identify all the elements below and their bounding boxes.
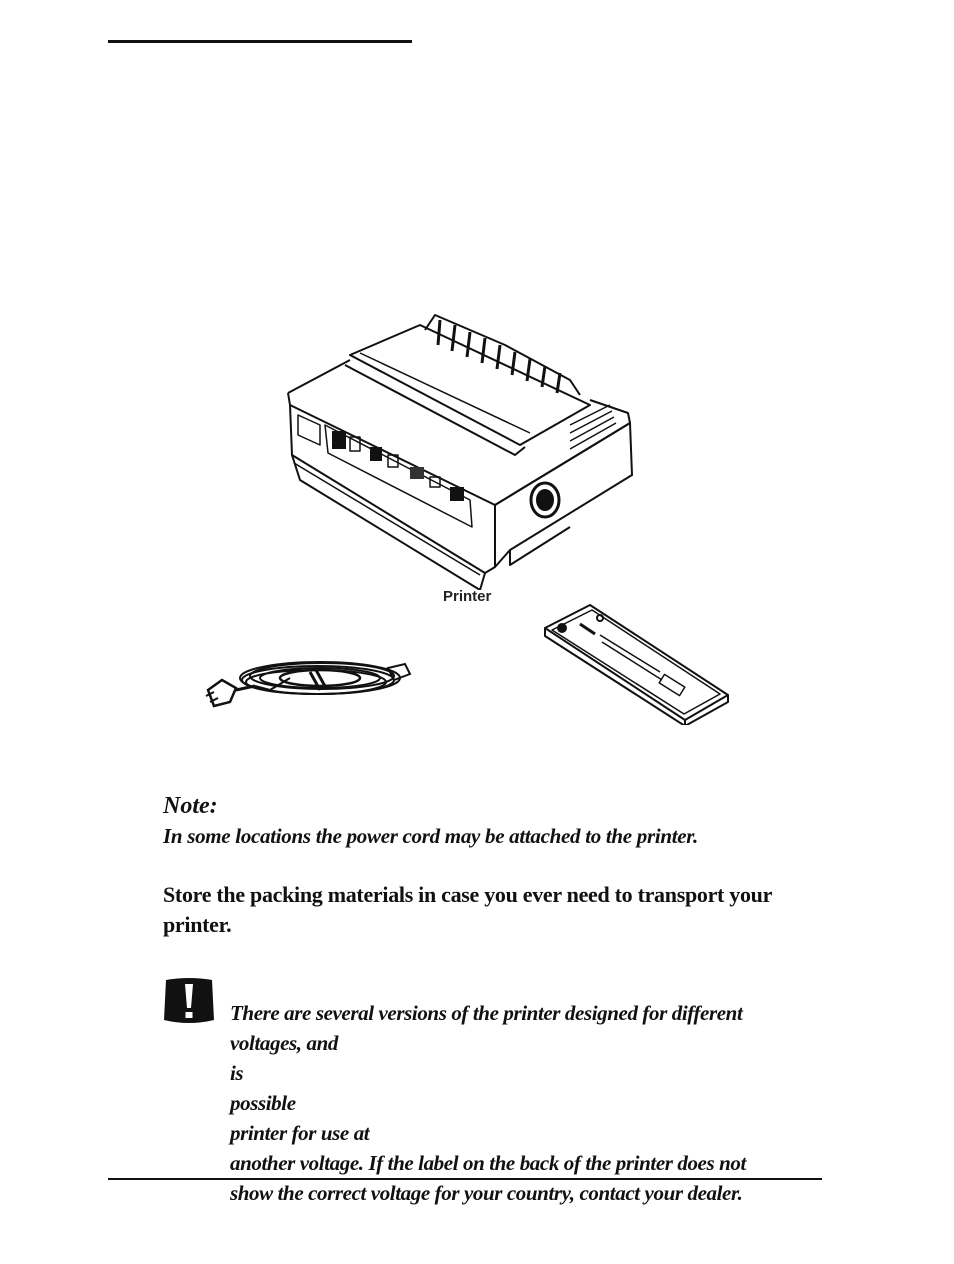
caution-line-4: show the correct voltage for your country, contact your dealer. [230, 1181, 743, 1205]
footer-rule [108, 1178, 822, 1180]
caution-line-2 [230, 1028, 830, 1148]
power-cord-illustration [200, 650, 415, 712]
note-title: Note: [163, 793, 218, 819]
header-rule [108, 40, 412, 43]
caution-line-2c: possible [230, 1091, 296, 1115]
ribbon-cartridge-illustration [540, 600, 730, 725]
exclamation-icon [162, 976, 216, 1026]
caution-line-1: There are several versions of the printer designed for different [230, 1001, 743, 1025]
caution-text [230, 998, 830, 1208]
packing-paragraph: Store the packing materials in case you ever need to transport your printer. [163, 882, 772, 937]
note-text: In some locations the power cord may be attached to the printer. [163, 824, 698, 848]
caution-line-3: another voltage. If the label on the back of the printer does not [230, 1151, 746, 1175]
caution-line-2a: voltages, and [230, 1031, 338, 1055]
printer-caption: Printer [443, 588, 492, 605]
caution-line-2d: printer for use at [230, 1121, 370, 1145]
caution-line-2b: is [230, 1061, 244, 1085]
printer-illustration [270, 305, 650, 590]
